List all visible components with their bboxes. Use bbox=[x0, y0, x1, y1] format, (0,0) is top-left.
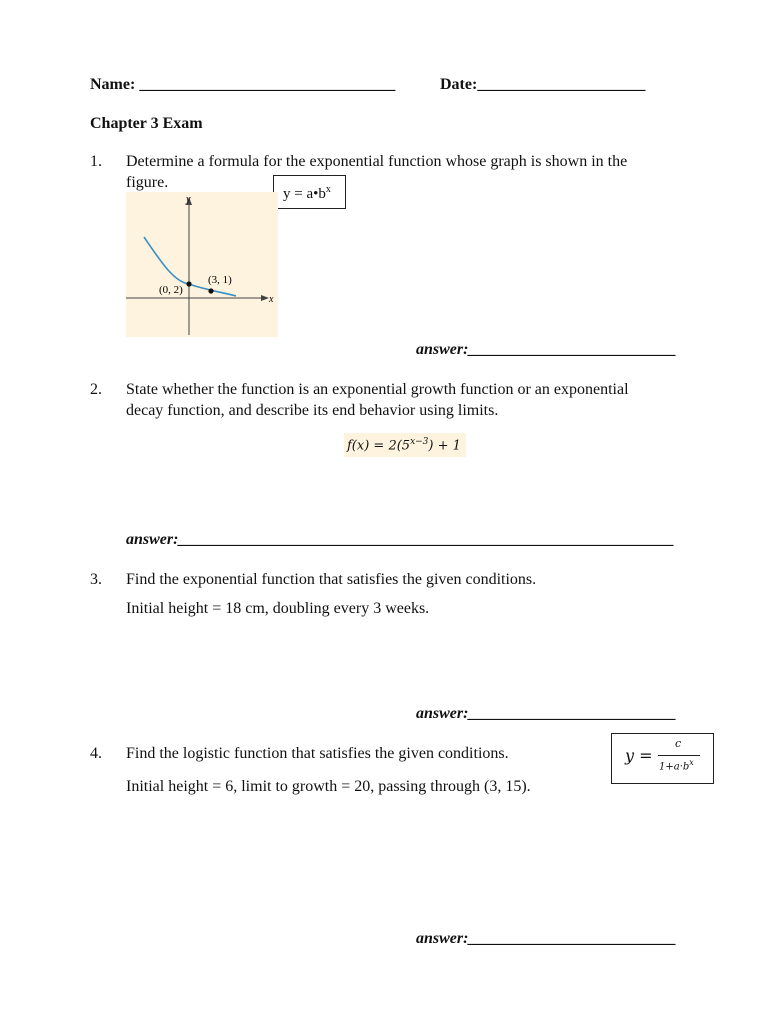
question-4-hint-numerator: c bbox=[675, 737, 682, 750]
question-4-hint-lhs: y = bbox=[625, 746, 653, 765]
point-0-2-label: (0, 2) bbox=[159, 284, 183, 296]
name-field-label: Name: ________________________________ bbox=[90, 76, 396, 93]
question-1-hint-formula: $y = a•b^x$ bbox=[283, 184, 331, 202]
question-4-hint-box bbox=[611, 733, 714, 784]
point-3-1-label: (3, 1) bbox=[208, 274, 232, 286]
question-2-text-line2: decay function, and describe its end behavior using limits. bbox=[126, 402, 499, 419]
question-3-number: 3. bbox=[90, 571, 102, 588]
date-field-label: Date:_____________________ bbox=[440, 76, 646, 93]
question-4-number: 4. bbox=[90, 745, 102, 762]
question-1-hint-box bbox=[273, 175, 346, 209]
graph-background bbox=[126, 192, 278, 337]
exponential-graph bbox=[126, 192, 278, 337]
question-1-text-line2: figure. bbox=[126, 174, 169, 191]
question-1-answer-line[interactable]: answer:__________________________ bbox=[416, 341, 677, 358]
question-1-number: 1. bbox=[90, 153, 102, 170]
question-2-answer-line[interactable]: answer:______________________________________________________________ bbox=[126, 531, 675, 548]
question-3-answer-line[interactable]: answer:__________________________ bbox=[416, 705, 677, 722]
question-2-text-line1: State whether the function is an exponential growth function or an exponential bbox=[126, 381, 629, 398]
question-1-text-line1: Determine a formula for the exponential function whose graph is shown in the bbox=[126, 153, 628, 170]
question-3-text-line2: Initial height = 18 cm, doubling every 3 weeks. bbox=[126, 600, 430, 617]
question-4-hint-denominator: $1+a\cdot b^x$ bbox=[659, 758, 694, 773]
point-0-2 bbox=[186, 281, 191, 286]
question-2-number: 2. bbox=[90, 381, 102, 398]
point-3-1 bbox=[208, 288, 213, 293]
question-4-text-line1: Find the logistic function that satisfies the given conditions. bbox=[126, 745, 509, 762]
x-axis-label: x bbox=[269, 294, 274, 305]
question-4-fraction-bar bbox=[658, 755, 700, 756]
y-axis-label: y bbox=[186, 194, 191, 205]
page-title: Chapter 3 Exam bbox=[90, 115, 203, 132]
question-4-text-line2: Initial height = 6, limit to growth = 20, passing through (3, 15). bbox=[126, 778, 531, 795]
question-3-text-line1: Find the exponential function that satisfies the given conditions. bbox=[126, 571, 537, 588]
question-4-answer-line[interactable]: answer:__________________________ bbox=[416, 930, 677, 947]
question-2-function-formula: $f(x) = 2(5^{x-3}) + 1$ bbox=[344, 433, 466, 457]
